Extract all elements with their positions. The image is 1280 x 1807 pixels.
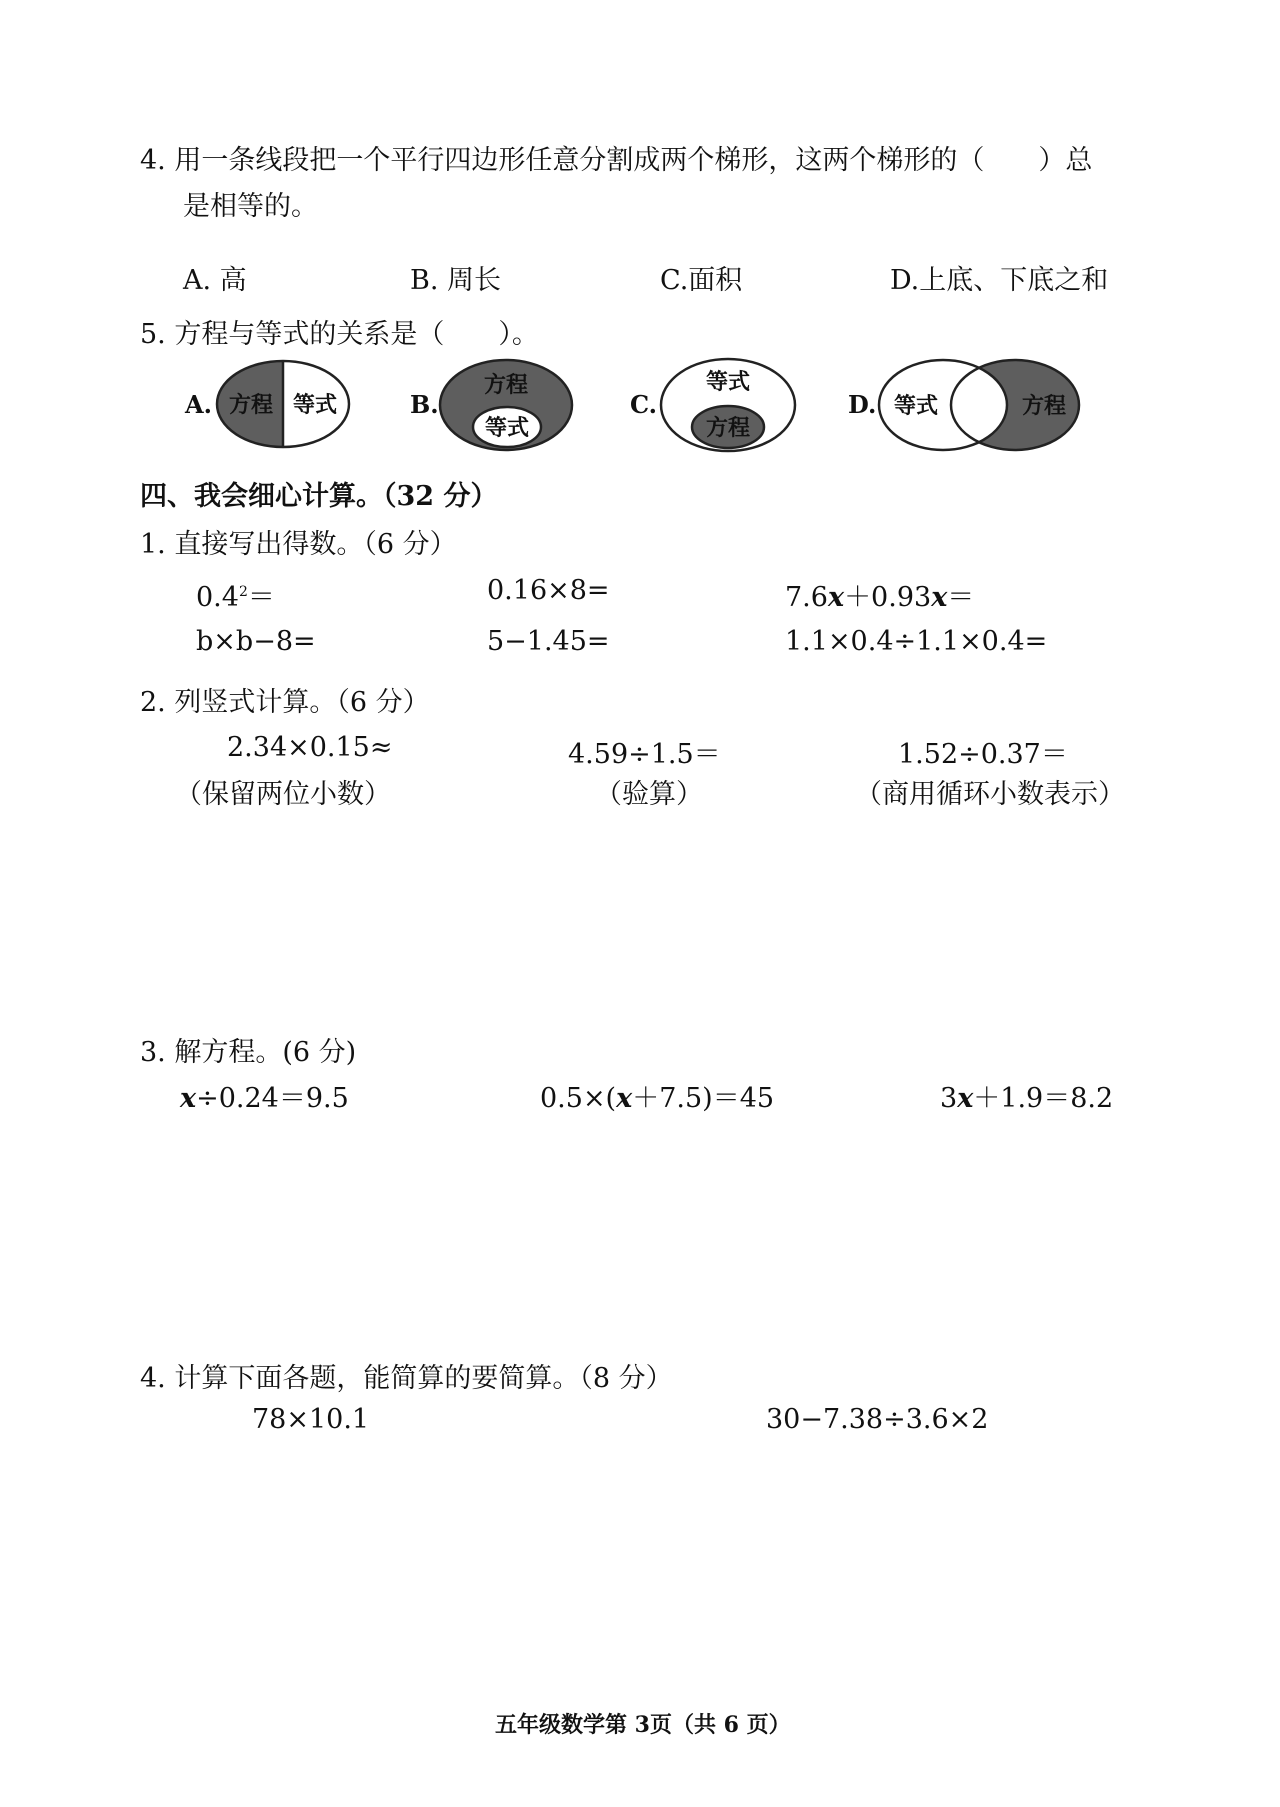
q5-text: 5. 方程与等式的关系是（ ）。	[140, 319, 539, 350]
q5-option-d-letter: D.	[848, 390, 877, 419]
calc-item-3: 7.6x＋0.93x＝	[785, 582, 975, 613]
part2-title: 2. 列竖式计算。（6 分）	[140, 687, 430, 718]
equation-1: x÷0.24＝9.5	[180, 1083, 349, 1114]
q5-option-a-letter: A.	[185, 390, 212, 419]
q5-option-b-diagram	[437, 356, 575, 454]
q4-option-a: A. 高	[183, 265, 247, 296]
vertical-note-2: （验算）	[595, 779, 703, 810]
equation-3: 3x＋1.9＝8.2	[940, 1083, 1114, 1114]
q5-option-c-inner-label: 方程	[705, 415, 751, 441]
exponent: 2	[238, 584, 248, 600]
q4-option-d: D.上底、下底之和	[890, 265, 1109, 296]
calc-item-1: $0.4^2=$	[196, 582, 275, 613]
page-footer: 五年级数学第 3页（共 6 页）	[495, 1712, 791, 1738]
section4-title: 四、我会细心计算。（32 分）	[140, 481, 498, 512]
q5-option-a-right-label: 等式	[292, 392, 338, 418]
q4-line1: 4. 用一条线段把一个平行四边形任意分割成两个梯形，这两个梯形的（ ）总	[140, 145, 1093, 176]
calc-item-5: 5−1.45=	[487, 626, 610, 657]
vertical-note-1: （保留两位小数）	[175, 779, 391, 810]
calc-item-6: 1.1×0.4÷1.1×0.4=	[785, 626, 1048, 657]
part1-title: 1. 直接写出得数。（6 分）	[140, 529, 457, 560]
q5-option-b-letter: B.	[410, 390, 439, 419]
q5-option-c-letter: C.	[630, 390, 658, 419]
vertical-note-3: （商用循环小数表示）	[855, 779, 1125, 810]
q4-line2: 是相等的。	[183, 191, 318, 222]
q5-option-d-right-label: 方程	[1021, 393, 1067, 419]
calc-item-2: 0.16×8=	[487, 575, 610, 606]
q5-option-c-outer-label: 等式	[705, 369, 751, 395]
part3-title: 3. 解方程。(6 分)	[140, 1037, 357, 1068]
q5-option-d-left-label: 等式	[893, 393, 939, 419]
calc-item-4: b×b−8=	[196, 626, 316, 657]
q5-option-b-inner-label: 等式	[484, 415, 530, 441]
q5-option-a-left-label: 方程	[228, 392, 274, 418]
q4-option-c: C.面积	[660, 265, 743, 296]
vertical-problem-1: 2.34×0.15≈	[227, 732, 393, 763]
q5-option-d-diagram	[876, 355, 1082, 455]
simplify-problem-2: 30−7.38÷3.6×2	[766, 1404, 989, 1435]
q4-option-b: B. 周长	[410, 265, 502, 296]
q5-option-b-outer-label: 方程	[483, 372, 529, 398]
vertical-problem-2: 4.59÷1.5＝	[568, 739, 721, 770]
part4-title: 4. 计算下面各题，能简算的要简算。（8 分）	[140, 1363, 673, 1394]
equation-2: 0.5×(x＋7.5)＝45	[540, 1083, 775, 1114]
q5-option-a-diagram	[213, 357, 353, 451]
simplify-problem-1: 78×10.1	[252, 1404, 370, 1435]
vertical-problem-3: 1.52÷0.37＝	[898, 739, 1068, 770]
q5-option-c-diagram	[658, 355, 798, 455]
